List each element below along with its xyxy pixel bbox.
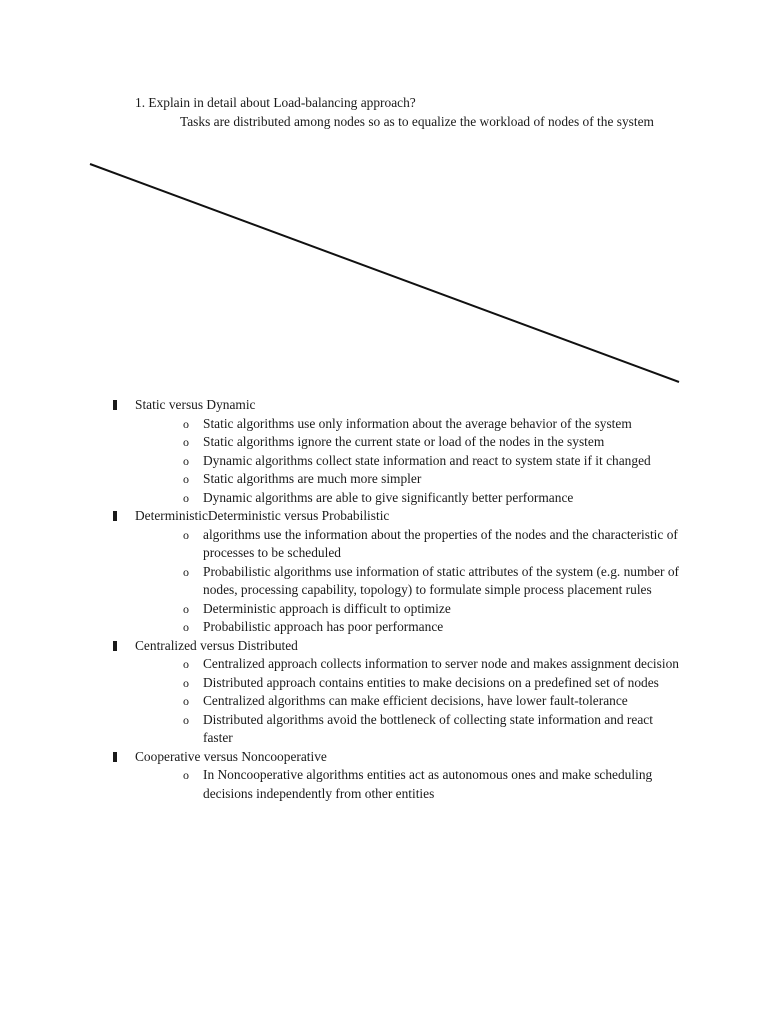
circle-bullet-icon: o — [183, 472, 189, 486]
circle-bullet-icon: o — [183, 657, 189, 671]
section-heading: DeterministicDeterministic versus Probabilistic — [135, 508, 390, 523]
circle-bullet-icon: o — [183, 527, 189, 542]
sub-list — [111, 526, 691, 637]
circle-bullet-icon: o — [183, 768, 189, 782]
circle-bullet-icon: o — [183, 564, 189, 579]
question-title: 1. Explain in detail about Load-balancing approach? — [135, 95, 416, 110]
circle-bullet-icon: o — [183, 490, 189, 505]
list-item: o Distributed approach contains entities to make decisions on a predefined set of nodes — [203, 674, 691, 693]
list-item: o Probabilistic approach has poor performance — [203, 618, 691, 637]
circle-bullet-icon: o — [183, 416, 189, 431]
list-item: o Centralized algorithms can make efficient decisions, have lower fault-tolerance — [203, 692, 691, 711]
diagonal-line — [90, 164, 679, 382]
circle-bullet-icon: o — [183, 453, 189, 468]
list-item: o Static algorithms ignore the current state or load of the nodes in the system — [203, 433, 691, 452]
section-static-dynamic — [111, 396, 691, 507]
section-list — [111, 396, 691, 803]
section-cooperative-noncooperative — [111, 748, 691, 804]
list-item: o Static algorithms use only information about the average behavior of the system — [203, 415, 691, 434]
sub-list — [111, 655, 691, 748]
square-bullet-icon — [113, 400, 117, 410]
section-centralized-distributed — [111, 637, 691, 748]
list-item: o Deterministic approach is difficult to optimize — [203, 600, 691, 619]
circle-bullet-icon: o — [183, 435, 189, 449]
list-item: o In Noncooperative algorithms entities act as autonomous ones and make scheduling decisions independently from other entities — [183, 767, 653, 801]
list-item: o Static algorithms are much more simpler — [203, 470, 691, 489]
list-item: o Dynamic algorithms are able to give significantly better performance — [203, 489, 691, 508]
section-heading: Static versus Dynamic — [135, 397, 256, 412]
sub-list — [111, 766, 691, 803]
circle-bullet-icon: o — [183, 601, 189, 616]
section-heading: Cooperative versus Noncooperative — [135, 748, 327, 764]
list-item: o Probabilistic algorithms use information of static attributes of the system (e.g. number of nodes, processing capability, topology) to formulate simple process placement rules — [183, 563, 680, 597]
circle-bullet-icon: o — [183, 694, 189, 708]
square-bullet-icon — [113, 752, 117, 762]
square-bullet-icon — [113, 511, 117, 521]
sub-list — [111, 415, 691, 508]
section-heading: Centralized versus Distributed — [135, 637, 298, 653]
section-deterministic-probabilistic — [111, 507, 691, 637]
circle-bullet-icon: o — [183, 675, 189, 690]
question-answer: Tasks are distributed among nodes so as to equalize the workload of nodes of the system — [180, 113, 654, 129]
circle-bullet-icon: o — [183, 620, 189, 634]
square-bullet-icon — [113, 641, 117, 651]
list-item: o Dynamic algorithms collect state information and react to system state if it changed — [203, 452, 691, 471]
circle-bullet-icon: o — [183, 712, 189, 727]
question-block — [135, 94, 695, 131]
list-item: o Distributed algorithms avoid the bottleneck of collecting state information and react faster — [183, 711, 653, 745]
list-item: o Centralized approach collects information to server node and makes assignment decision — [203, 655, 691, 674]
list-item: o algorithms use the information about the properties of the nodes and the characteristic of processes to be scheduled — [183, 526, 678, 560]
